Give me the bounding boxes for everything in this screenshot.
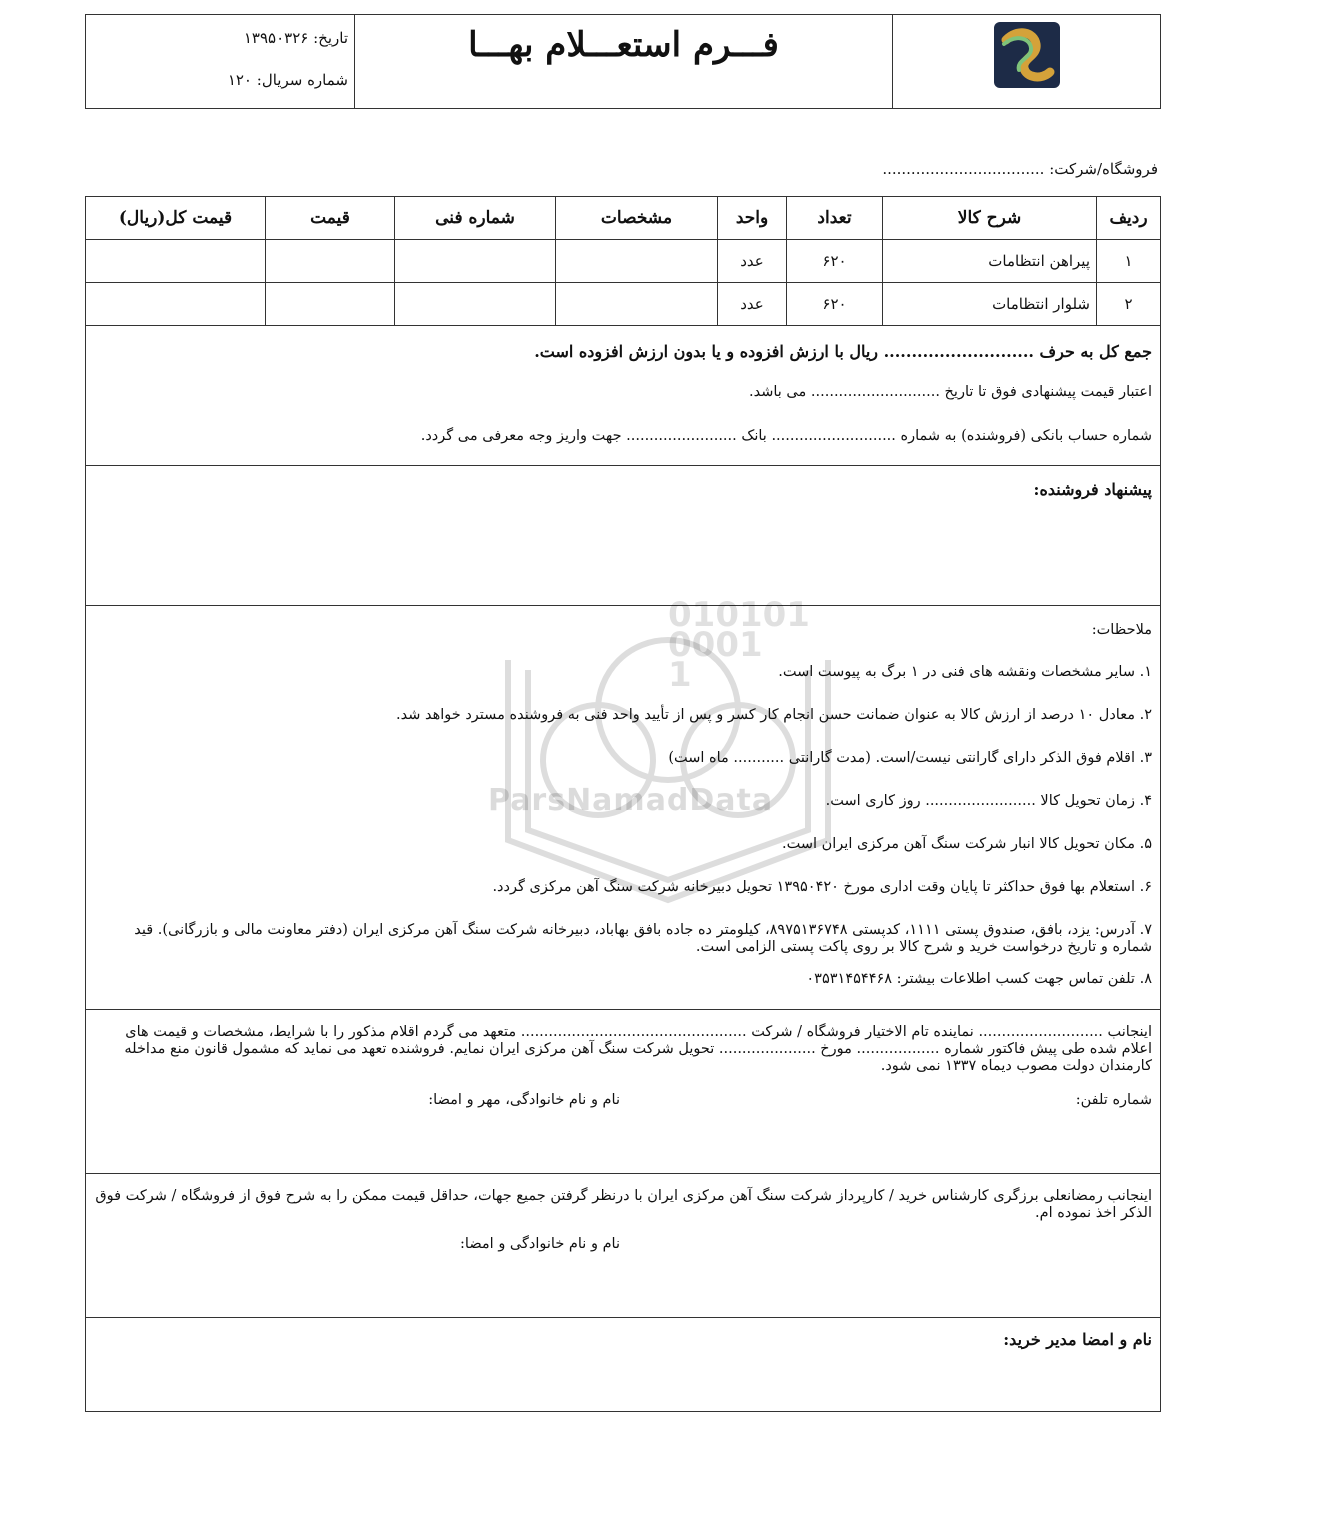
title-cell <box>354 15 892 108</box>
row-index: ۱ <box>1097 240 1161 283</box>
row-price[interactable] <box>266 283 395 326</box>
note-item: ۳. اقلام فوق الذکر دارای گارانتی نیست/است. (مدت گارانتی ........... ماه است) <box>668 750 1152 766</box>
note-item: ۵. مکان تحویل کالا انبار شرکت سنگ آهن مرکزی ایران است. <box>782 836 1152 852</box>
watermark-text: ParsNamadData <box>488 783 774 818</box>
commitment-text: اینجانب ........................... نماینده تام الاختیار فروشگاه / شرکت ................................................. متعهد می گردم اقلام مذکور را با شرایط، مشخصات و قیمت های اعلام شده طی پیش فاکتور شماره .................. مورخ ..................... تحویل شرکت سنگ آهن مرکزی ایران نمایم. فروشنده تعهد می نماید که مشمول قانون منع مداخله کارمندان دولت مصوب دیماه ۱۳۳۷ نمی شود. <box>124 1024 1152 1074</box>
note-item: ۶. استعلام بها فوق حداکثر تا پایان وقت اداری مورخ ۱۳۹۵۰۴۲۰ تحویل دبیرخانه شرکت سنگ آهن مرکزی گردد. <box>492 879 1152 895</box>
items-table <box>85 196 1161 326</box>
row-index: ۲ <box>1097 283 1161 326</box>
phone-label: شماره تلفن: <box>1075 1092 1152 1108</box>
notes-box <box>85 606 1161 1010</box>
note-item: ۴. زمان تحویل کالا ........................ روز کاری است. <box>825 793 1152 809</box>
note-item: ۲. معادل ۱۰ درصد از ارزش کالا به عنوان ضمانت حسن انجام کار کسر و پس از تأیید واحد فنی به فروشنده مسترد خواهد شد. <box>396 707 1152 723</box>
manager-sign-label: نام و امضا مدیر خرید: <box>1003 1330 1152 1349</box>
table-header-row <box>86 197 1161 240</box>
row-tech-number[interactable] <box>395 240 556 283</box>
row-unit: عدد <box>718 240 787 283</box>
totals-box <box>85 326 1161 466</box>
price-validity: اعتبار قیمت پیشنهادی فوق تا تاریخ ............................ می باشد. <box>749 384 1152 400</box>
row-qty: ۶۲۰ <box>787 240 883 283</box>
note-item: ۷. آدرس: یزد، بافق، صندوق پستی ۱۱۱۱، کدپستی ۸۹۷۵۱۳۶۷۴۸، کیلومتر ده جاده بافق بهاباد، دبیرخانه شرکت سنگ آهن مرکزی ایران (دفتر معاونت مالی و بازرگانی). قید شماره و تاریخ درخواست خرید و شرح کالا بر روی پاکت پستی الزامی است. <box>134 922 1152 955</box>
serial-value: ۱۲۰ <box>227 71 252 89</box>
row-tech-number[interactable] <box>395 283 556 326</box>
sum-in-words: جمع کل به حرف ........................... ریال با ارزش افزوده و یا بدون ارزش افزوده است. <box>534 342 1152 361</box>
seller-offer-label: پیشنهاد فروشنده: <box>1033 480 1152 499</box>
serial-label: شماره سریال: <box>256 71 348 89</box>
watermark-digits: 010101 0001 1 <box>668 595 810 695</box>
buyer-text: اینجانب رمضانعلی برزگری کارشناس خرید / کارپرداز شرکت سنگ آهن مرکزی ایران با درنظر گرفتن جمیع جهات، حداقل قیمت ممکن را به شرح فوق از فروشگاه / شرکت فوق الذکر اخذ نموده ام. <box>95 1188 1152 1221</box>
row-total[interactable] <box>86 283 266 326</box>
row-total[interactable] <box>86 240 266 283</box>
notes-title: ملاحظات: <box>1091 622 1152 638</box>
bank-account: شماره حساب بانکی (فروشنده) به شماره ........................... بانک ........................ جهت واریز وجه معرفی می گردد. <box>420 428 1152 444</box>
company-logo-icon <box>994 22 1060 88</box>
row-price[interactable] <box>266 240 395 283</box>
col-tech-number-header: شماره فنی <box>395 197 556 240</box>
seller-sign-label: نام و نام خانوادگی، مهر و امضا: <box>428 1092 620 1108</box>
col-total-header: قیمت کل(ریال) <box>86 197 266 240</box>
row-desc: پیراهن انتظامات <box>883 240 1097 283</box>
col-qty-header: تعداد <box>787 197 883 240</box>
manager-box <box>85 1318 1161 1412</box>
col-unit-header: واحد <box>718 197 787 240</box>
seller-offer-box <box>85 466 1161 606</box>
meta-cell <box>86 15 356 108</box>
form-title: فـــرم استعـــلام بهـــا <box>468 25 779 65</box>
buyer-box <box>85 1174 1161 1318</box>
row-qty: ۶۲۰ <box>787 283 883 326</box>
commitment-box <box>85 1010 1161 1174</box>
col-price-header: قیمت <box>266 197 395 240</box>
table-row <box>86 283 1161 326</box>
table-row <box>86 240 1161 283</box>
date-line <box>244 29 348 47</box>
row-desc: شلوار انتظامات <box>883 283 1097 326</box>
row-spec[interactable] <box>556 240 718 283</box>
buyer-sign-label: نام و نام خانوادگی و امضا: <box>460 1236 620 1252</box>
serial-line <box>228 71 348 89</box>
col-index-header: ردیف <box>1097 197 1161 240</box>
date-value: ۱۳۹۵۰۳۲۶ <box>243 29 309 47</box>
note-item: ۱. سایر مشخصات ونقشه های فنی در ۱ برگ به پیوست است. <box>778 664 1152 680</box>
row-spec[interactable] <box>556 283 718 326</box>
date-label: تاریخ: <box>313 29 348 47</box>
col-desc-header: شرح کالا <box>883 197 1097 240</box>
col-spec-header: مشخصات <box>556 197 718 240</box>
store-company-line: فروشگاه/شرکت: .................................. <box>882 160 1158 178</box>
logo-cell <box>892 15 1160 108</box>
form-header <box>85 14 1161 109</box>
note-item: ۸. تلفن تماس جهت کسب اطلاعات بیشتر: ۰۳۵۳۱۴۵۴۴۶۸ <box>806 971 1152 987</box>
row-unit: عدد <box>718 283 787 326</box>
